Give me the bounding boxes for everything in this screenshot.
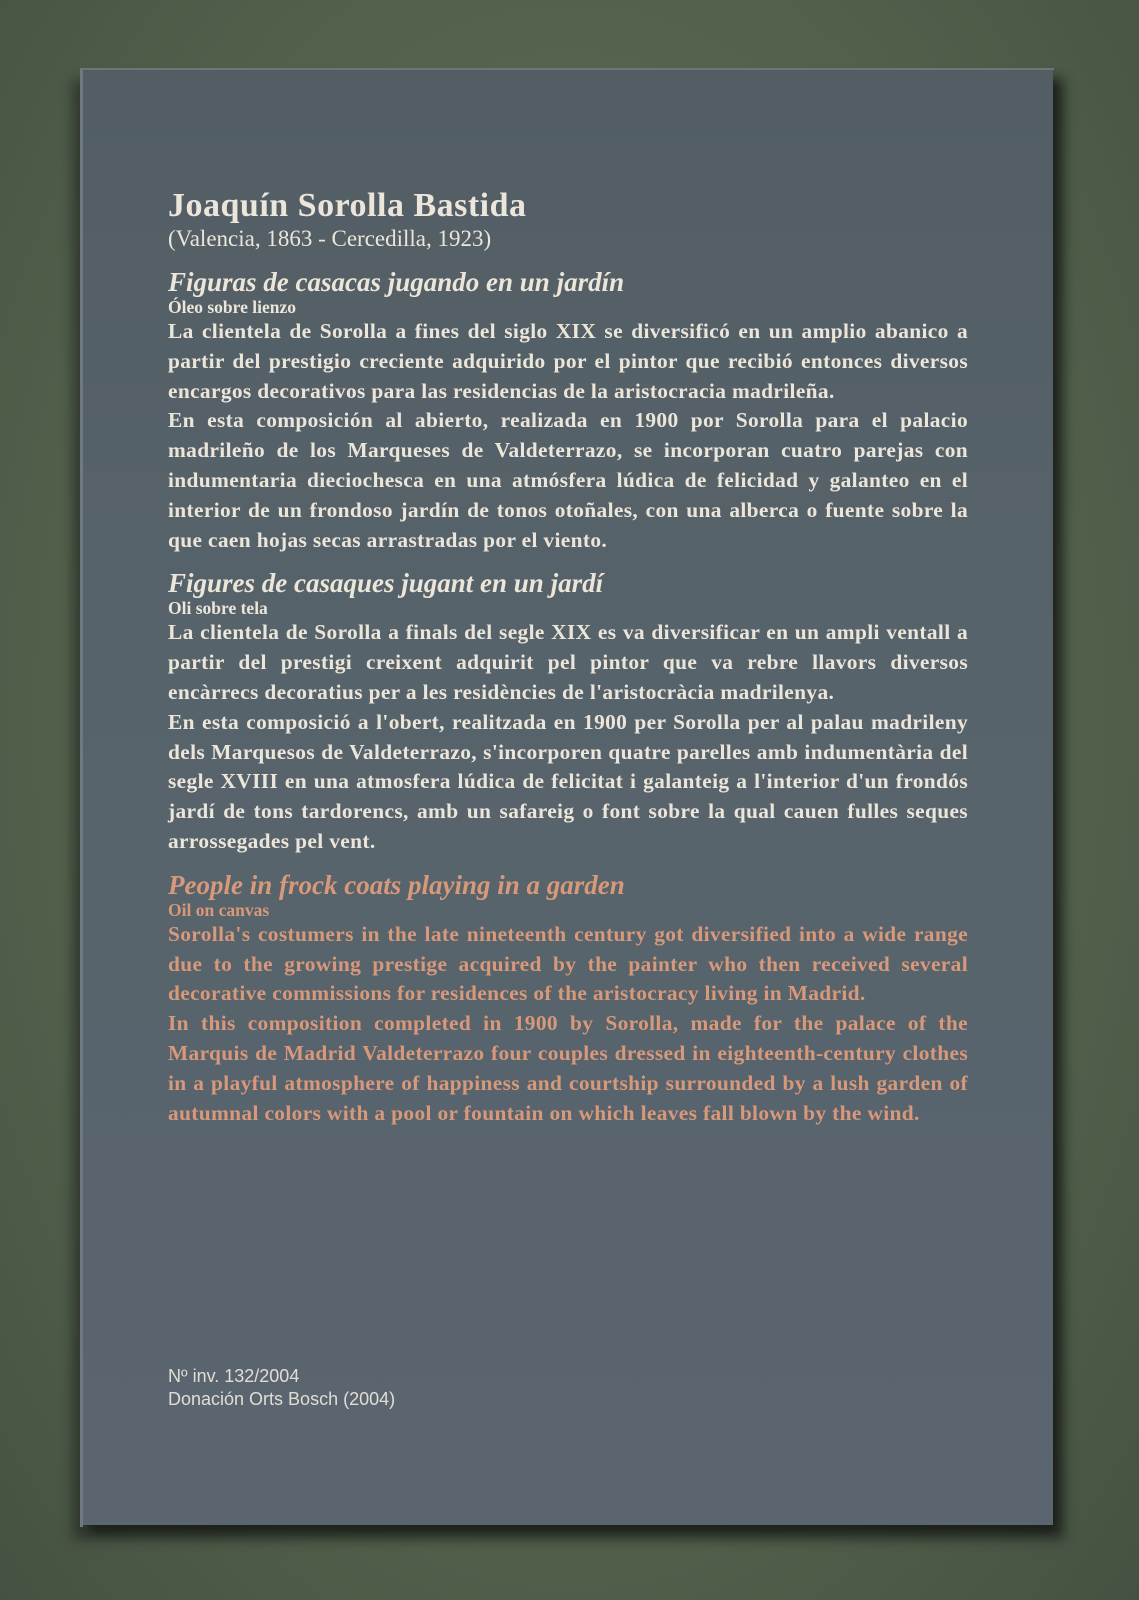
spanish-medium: Óleo sobre lienzo (168, 297, 296, 317)
spanish-title: Figuras de casacas jugando en un jardín (168, 267, 625, 297)
catalan-paragraph-1: La clientela de Sorolla a finals del segle XIX es va diversificar en un ampli ventall a partir del prestigi creixent adquirit pel pintor que va rebre llavors diversos encàrrecs decoratius per a les residències de l'aristocràcia madrilenya. (168, 620, 968, 704)
english-medium: Oil on canvas (168, 899, 270, 920)
credits (168, 1365, 395, 1411)
catalan-paragraph-2: En esta composició a l'obert, realitzada en 1900 per Sorolla per al palau madrileny dels Marquesos de Valdeterrazo, s'incorporen quatre parelles amb indumentària del segle XVIII en una atmosfera lúdica de felicitat i galanteig a l'interior d'un frondós jardí de tons tardorencs, amb un safareig o font sobre la qual cauen fulles seques arrossegades pel vent. (168, 709, 968, 853)
spanish-paragraph-2: En esta composición al abierto, realizada en 1900 por Sorolla para el palacio madrileño de los Marqueses de Valdeterrazo, se incorporan cuatro parejas con indumentaria dieciochesca en una atmósfera lúdica de felicidad y galanteo en el interior de un frondoso jardín de tonos otoñales, con una alberca o fuente sobre la que caen hojas secas arrastradas por el viento. (168, 408, 968, 552)
english-paragraph-2: In this composition completed in 1900 by Sorolla, made for the palace of the Marquis de Madrid Valdeterrazo four couples dressed in eighteenth-century clothes in a playful atmosphere of happiness and courtship surrounded by a lush garden of autumnal colors with a pool or fountain on which leaves fall blown by the wind. (168, 1011, 968, 1125)
spanish-section (168, 267, 968, 555)
catalan-medium: Oli sobre tela (168, 598, 268, 619)
label-content (168, 187, 968, 1128)
catalan-title: Figures de casaques jugant en un jardí (168, 568, 604, 599)
catalan-section (168, 568, 968, 856)
english-title: People in frock coats playing in a garden (168, 869, 625, 900)
artist-dates: (Valencia, 1863 - Cercedilla, 1923) (168, 226, 492, 251)
artist-name: Joaquín Sorolla Bastida (168, 187, 527, 224)
english-paragraph-1: Sorolla's costumers in the late nineteenth century got diversified into a wide range due to the growing prestige acquired by the painter who then received several decorative commissions for residences of the aristocracy living in Madrid. (168, 921, 968, 1006)
donation-credit: Donación Orts Bosch (2004) (168, 1389, 396, 1409)
spanish-paragraph-1: La clientela de Sorolla a fines del siglo XIX se diversificó en un amplio abanico a partir del prestigio creciente adquirido por el pintor que recibió entonces diversos encargos decorativos para las residencias de la aristocracia madrileña. (168, 319, 968, 403)
english-section (168, 870, 968, 1129)
inventory-number: Nº inv. 132/2004 (168, 1366, 300, 1386)
